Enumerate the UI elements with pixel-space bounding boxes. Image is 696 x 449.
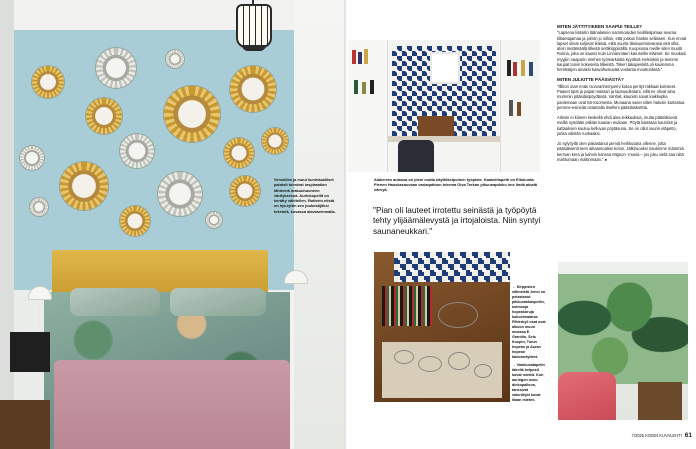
sunburst-mirror <box>224 138 254 168</box>
nightstand <box>10 332 50 372</box>
pens-caption-1: ← Kirppisten siltineistä Jenni on pelastanut pikkunakkaspeilin, kolmonja hopeakoruja kokoelmaansa. Filtterkyli osat ovat alkoon muun muassa E. Granitin, Sels Koupin, Turun hopean ja Auran hopean taidonnäytteet. <box>512 285 546 359</box>
pens-captions <box>512 285 546 406</box>
bedroom-photo <box>0 0 344 449</box>
wooden-chest <box>418 116 454 136</box>
article-column <box>557 24 687 167</box>
sunburst-mirror <box>32 66 64 98</box>
sunburst-mirror <box>166 50 184 68</box>
folio-page-number: 61 <box>684 432 692 439</box>
sunburst-mirror <box>96 48 136 88</box>
pendant-cap <box>242 45 266 51</box>
wall-lamp-arm <box>294 284 296 310</box>
pen-tray <box>382 286 432 326</box>
sunburst-mirror <box>206 212 222 228</box>
bracelet-icon <box>448 352 470 370</box>
column-paragraph-4: Jo sylyöyllä olen pakastanut pieniä herkkutaria ollenne, jotta pääsiäisenä teen aikaamoalsei koton. Jälkiruoaksi nautimme mämmiä kerman kera ja kahvin kanssa Mignon -munia – jos joku vielä saa niitä mahtumaan maltinmaan." ● <box>557 141 684 162</box>
sunburst-mirror <box>158 172 202 216</box>
bracelet-icon <box>418 356 442 372</box>
pillow <box>70 288 160 316</box>
sunburst-mirror <box>230 66 276 112</box>
page-folio <box>600 432 692 439</box>
bedroom-caption: Versailles ja muut kuninkaalliset palatsit toimivat inspiraation lähteenä makuuhuoneen värityksessä. Aurinkopeilit on kerätty vähitellen. Rotterin niistä on Irja-tytön zen jouluisäjöksi tekemiä, kuvassa alavasemmalla. <box>274 177 336 214</box>
column-paragraph-2: "Illikon otan enän isonvanhemperni kotoa perityt rakkaat koristeet. Paaset tipat ja papat maistan ja lapsuudestani, sillä ne olivat aina mummin pääsiäispöydässä. Vanhat, kaunisti sovat kaikkeplia paolemaan ovat Itä-Suomesta. Munaana vasei siiten halusin kartastua perinne-esineitä ostamalla itselleni pääsiäiskorttia. <box>557 83 685 110</box>
pink-throw <box>54 360 290 449</box>
pens-caption-2: → Valokuvatapetin äärellä helposti kuvat mieleä. Kun auringon osuu dinkopalloon, tanssivat valoröhjöt kuvat liiaan mieten. <box>512 363 545 402</box>
pens-photo <box>374 252 510 402</box>
office-window <box>430 52 460 84</box>
side-wall-right <box>294 0 344 449</box>
sunburst-mirror <box>60 162 108 210</box>
bracelet-icon <box>394 350 414 364</box>
folio-issue: 7/2025 KODIN KUVALEHTI <box>631 433 682 438</box>
wooden-floor <box>0 400 50 449</box>
sunburst-mirror <box>230 176 260 206</box>
sunburst-mirror <box>30 198 48 216</box>
bracelet-icon <box>438 302 478 328</box>
sunburst-mirror <box>164 86 220 142</box>
pull-quote: "Pian oli lauteet irrotettu seinästä ja työpöytä tehty ylijäämälevystä ja irtojaloista. Niin syntyi saunaneukkari." <box>373 205 541 236</box>
pillow <box>170 288 266 316</box>
column-paragraph-1: "Lapsena lisäsitin läänalainen nammoisiden tiedilleäpimaa seuraa tilkaetajamaa ja piiriön jo silloin, että joskus hankin sellaisen. Kun ennat lapset olivat soljevat ikäisiä, eikä suurta tilaisuutmisvarasa ekä ollut, aloin metämäälä tilkeitä nettikirppisällä. Kuopiossa meille siten muutti Roima, joka on kaunis kuin Linnanmäen karusellin eläimet. Se muokasi myyjiin naapurin miehen työmarkasta kyyöksä Helsinkiin ja teimme kaupat toinin kokeneita tilkeistä. Tiikeri takapenkilä oli koulemma herrätärjen ainakin kasvahustuvää vostanta moottoritietä." <box>557 30 687 73</box>
office-caption: Alakerran aulassa on pieni mutta käyttökelpoinen työpiste. Kaakelitapetti on Eliokunta. Pienen Hauskasauvaan variaqattoon tekema Olva Terkan pikuunapdsko hne lindä ainaiä närvyä. <box>374 177 537 193</box>
office-chair <box>398 140 434 172</box>
bookshelf-right <box>500 40 540 172</box>
side-wall-left <box>0 0 14 449</box>
tile-detail <box>394 252 510 282</box>
bookshelf-left <box>348 40 388 172</box>
column-heading-2: MITEN JULKITTE PÄÄSIÄSTÄ? <box>557 77 624 83</box>
sunburst-mirror <box>120 206 150 236</box>
sunburst-mirror <box>120 134 154 168</box>
sunburst-mirror <box>262 128 288 154</box>
page-gutter <box>344 0 347 449</box>
pendant-lamp-icon <box>236 4 272 48</box>
wall-lamp-arm <box>38 300 40 326</box>
plant-photo <box>558 262 688 420</box>
plant-wallpaper <box>558 274 688 384</box>
bracelet-icon <box>474 364 492 378</box>
column-paragraph-3: Arkisin ei kiireen keskellä ehdi aina leikkauksia, mutta pääsiäisenä meillä syödään pitkiän kaavan mukaan. Pöytä katetaan kauniisti ja kattauksen kuuluu kelluvan pöytäsuna. Se on ollut suurin eläpetto, jonka väistän ruokaaksi. <box>557 115 678 136</box>
pink-chair <box>558 372 616 420</box>
column-heading-1: MITEN JÄTTITYIKEEN SAAPUI TEILLE? <box>557 24 643 29</box>
office-photo <box>348 40 540 172</box>
ceiling <box>0 0 344 30</box>
sunburst-mirror <box>20 146 44 170</box>
side-table <box>638 382 682 420</box>
sunburst-mirror <box>86 98 122 134</box>
